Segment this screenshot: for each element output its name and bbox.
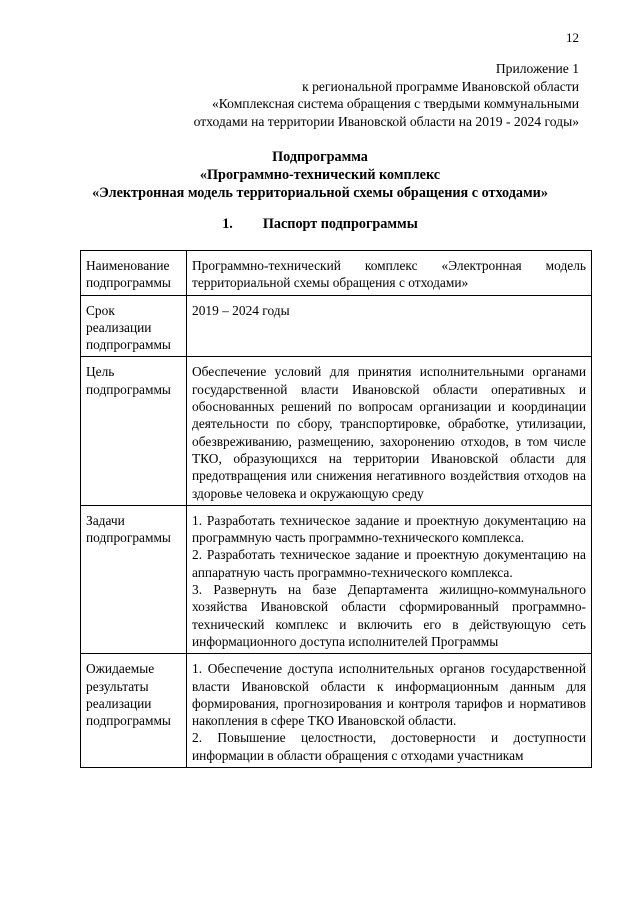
- task-item: 1. Разработать техническое задание и проектную документацию на программную часть программно-технического комплекса.: [192, 512, 586, 546]
- table-row: [81, 654, 592, 768]
- page-number: 12: [566, 30, 579, 45]
- appendix-line: к региональной программе Ивановской области: [302, 78, 579, 94]
- section-number: 1.: [222, 216, 233, 232]
- subprogram-title-line: «Электронная модель территориальной схемы обращения с отходами»: [92, 185, 548, 201]
- row-value: Программно-технический комплекс «Электронная модель территориальной схемы обращения с отходами»: [187, 251, 592, 296]
- row-label: Ожидаемые результаты реализации подпрограммы: [81, 654, 187, 768]
- subprogram-title: [60, 148, 580, 202]
- table-row: [81, 357, 592, 505]
- appendix-line: «Комплексная система обращения с твердыми коммунальными: [211, 96, 579, 111]
- task-item: 3. Развернуть на базе Департамента жилищно-коммунального хозяйства Ивановской области сформированный программно-технический комплекс и включить его в действующую сеть информационного доступа исполнителей Программы: [192, 582, 586, 649]
- section-heading: [60, 215, 580, 233]
- row-value: 2019 – 2024 годы: [187, 295, 592, 357]
- appendix-header: [59, 60, 579, 130]
- row-value: [187, 505, 592, 653]
- table-row: [81, 505, 592, 653]
- row-label: Наименование подпрограммы: [81, 251, 187, 296]
- row-value: Обеспечение условий для принятия исполнительными органами государственной власти Ивановской области оперативных и обоснованных решений по вопросам организации и координации деятельности по сбору, транспортировке, обработке, утилизации, обезвреживанию, размещению, захоронению отходов, в том числе ТКО, образующихся на территории Ивановской области для предотвращения или снижения негативного воздействия отходов на здоровье человека и окружающую среду: [187, 357, 592, 505]
- appendix-line: Приложение 1: [495, 61, 579, 76]
- row-label: Задачи подпрограммы: [81, 505, 187, 653]
- appendix-line: отходами на территории Ивановской области на 2019 - 2024 годы»: [193, 113, 579, 129]
- row-label: Срок реализации подпрограммы: [81, 295, 187, 357]
- row-label: Цель подпрограммы: [81, 357, 187, 505]
- subprogram-title-line: Подпрограмма: [272, 149, 368, 165]
- section-title: Паспорт подпрограммы: [262, 216, 418, 232]
- task-item: 2. Разработать техническое задание и проектную документацию на аппаратную часть программно-технического комплекса.: [192, 547, 586, 580]
- row-value: [187, 654, 592, 768]
- result-item: 2. Повышение целостности, достоверности и доступности информации в области обращения с отходами участникам: [192, 730, 586, 763]
- subprogram-title-line: «Программно-технический комплекс: [199, 167, 441, 183]
- passport-table: [80, 250, 592, 768]
- table-row: [81, 251, 592, 296]
- table-row: [81, 295, 592, 357]
- result-item: 1. Обеспечение доступа исполнительных органов государственной власти Ивановской области к информационным данным для формирования, прогнозирования и контроля тарифов и нормативов накопления в сфере ТКО Ивановской области.: [192, 661, 586, 729]
